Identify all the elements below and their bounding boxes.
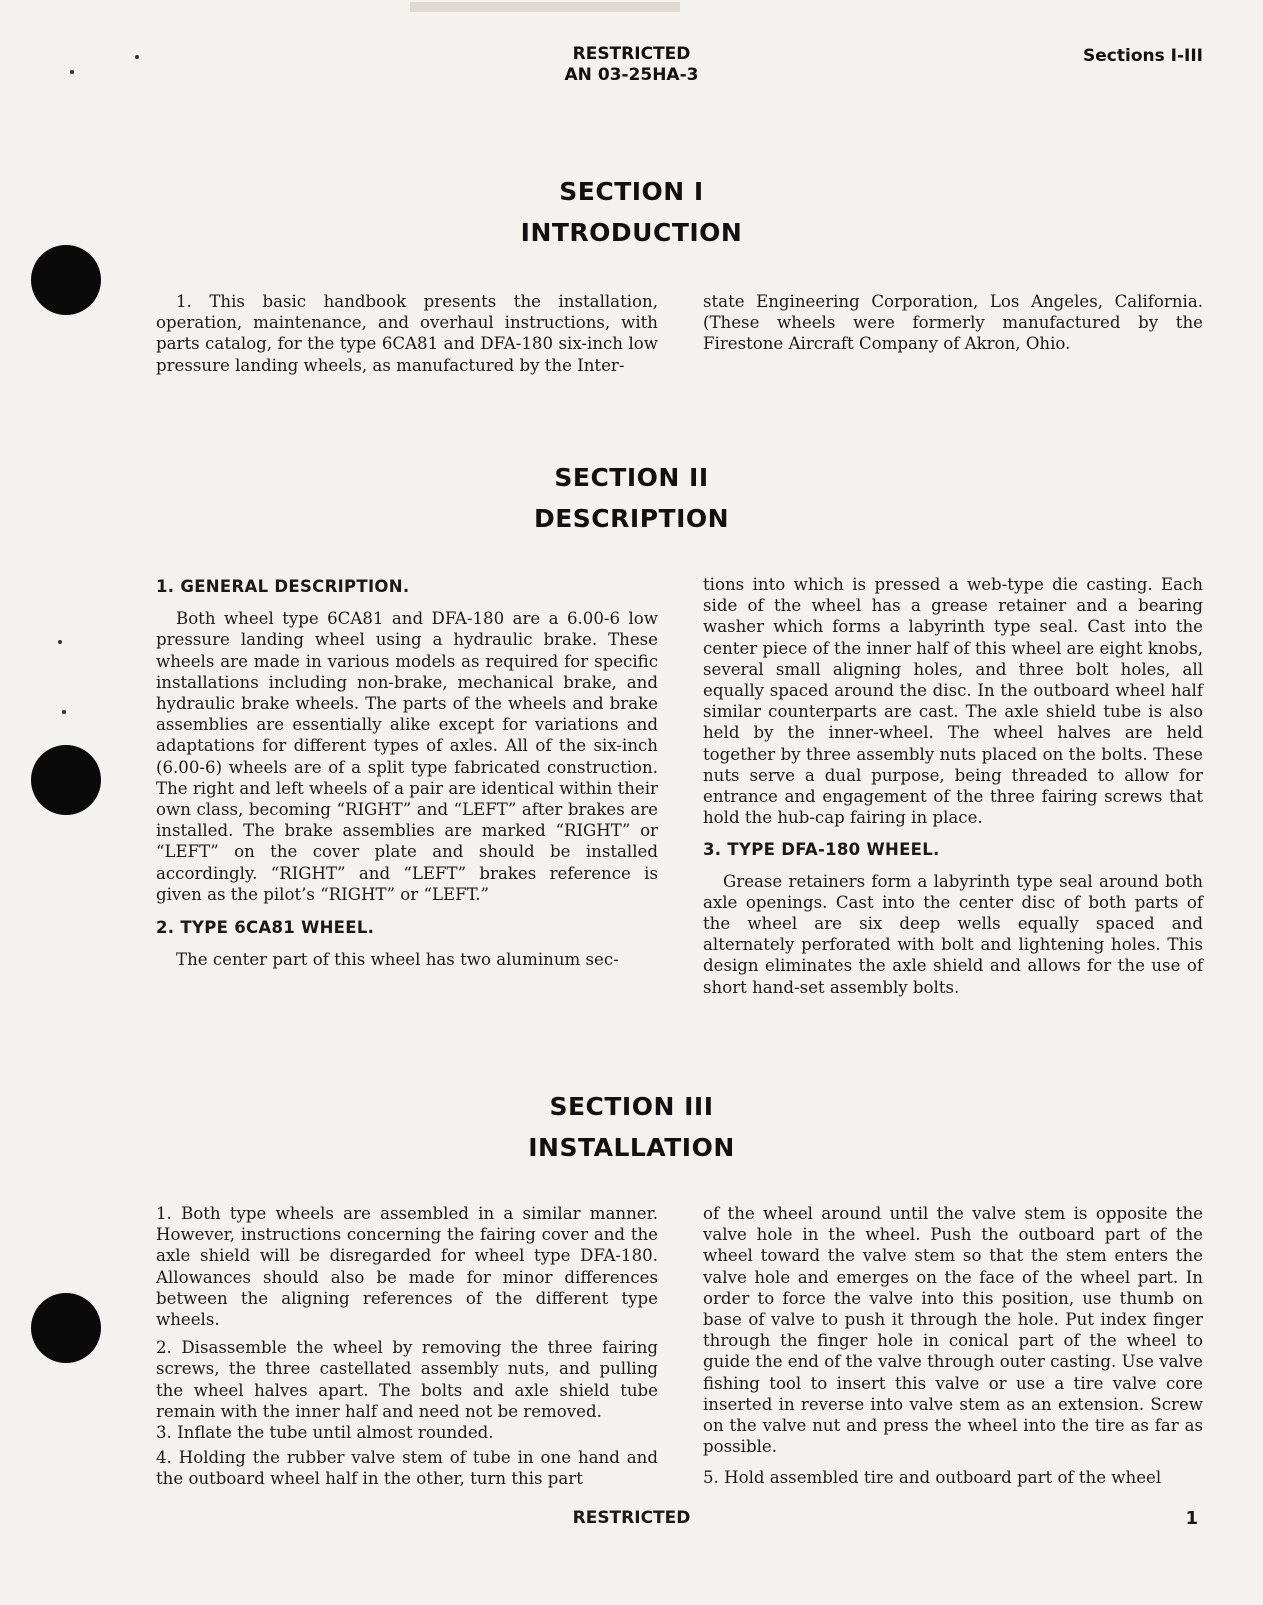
scan-mark <box>58 640 62 644</box>
binder-hole-bottom <box>31 1293 101 1363</box>
installation-step-5: 5. Hold assembled tire and outboard part of the wheel <box>703 1468 1162 1488</box>
section-2-number: SECTION II <box>554 463 709 492</box>
installation-step-1: 1. Both type wheels are assembled in a similar manner. However, instructions concerning the fairing cover and the axle shield will be disregarded for wheel type DFA-180. Allowances should also be made for minor differences between the aligning references of the different type wheels. <box>156 1204 658 1330</box>
section-1-number: SECTION I <box>559 177 704 206</box>
scan-mark <box>62 710 66 714</box>
section-1-right-column <box>703 291 1203 355</box>
section-1-title: INTRODUCTION <box>520 218 743 247</box>
header-classification: RESTRICTED <box>572 44 691 64</box>
section-1-paragraph: 1. This basic handbook presents the installation, operation, maintenance, and overhaul instructions, with parts catalog, for the type 6CA81 and DFA-180 six-inch low pressure landing wheels, as manufactured by the Inter- <box>156 292 658 375</box>
section-3-title: INSTALLATION <box>528 1133 735 1162</box>
general-description-paragraph: Both wheel type 6CA81 and DFA-180 are a 6.00-6 low pressure landing wheel using a hydraulic brake. These wheels are made in various models as required for specific installations including non-brake, mechanical brake, and hydraulic brake wheels. The parts of the wheels and brake assemblies are essentially alike except for variations and adaptations for different types of axles. All of the six-inch (6.00-6) wheels are of a split type fabricated construction. The right and left wheels of a pair are identical within their own class, becoming “RIGHT” and “LEFT” after brakes are installed. The brake assemblies are marked “RIGHT” or “LEFT” on the cover plate and should be installed accordingly. “RIGHT” and “LEFT” brakes reference is given as the pilot’s “RIGHT” or “LEFT.” <box>156 609 658 904</box>
type-dfa180-paragraph: Grease retainers form a labyrinth type seal around both axle openings. Cast into the center disc of both parts of the wheel are six deep wells equally spaced and alternately perforated with bolt and lightening holes. This design eliminates the axle shield and allows for the use of short hand-set assembly bolts. <box>703 871 1203 997</box>
type-6ca81-paragraph: The center part of this wheel has two aluminum sec- <box>176 950 619 970</box>
section-3-right-column <box>703 1203 1203 1489</box>
section-2-title: DESCRIPTION <box>533 504 730 533</box>
section-1-left-column <box>156 291 658 376</box>
installation-step-4-cont: of the wheel around until the valve stem is opposite the valve hole in the wheel. Push the outboard part of the wheel toward the valve stem so that the stem enters the valve hole and emerges on the face of the wheel part. In order to force the valve into this position, use thumb on base of valve to push it through the hole. Put index finger through the finger hole in conical part of the wheel to guide the end of the valve through outer casting. Use valve fishing tool to insert this valve or use a tire valve core inserted in reverse into valve stem as an extension. Screw on the valve nut and press the wheel into the tire as far as possible. <box>703 1204 1203 1457</box>
binder-hole-top <box>31 245 101 315</box>
page-number: 1 <box>1185 1508 1198 1529</box>
type-6ca81-paragraph-cont: tions into which is pressed a web-type die casting. Each side of the wheel has a grease retainer and a bearing washer which forms a labyrinth type seal. Cast into the center piece of the inner half of this wheel are eight knobs, several small aligning holes, and three bolt holes, all equally spaced around the disc. In the outboard wheel half similar counterparts are cast. The axle shield tube is also held by the inner-wheel. The wheel halves are held together by three assembly nuts placed on the bolts. These nuts serve a dual purpose, being threaded to allow for entrance and engagement of the three fairing screws that hold the hub-cap fairing in place. <box>703 575 1203 828</box>
footer-classification: RESTRICTED <box>572 1508 691 1528</box>
installation-step-4: 4. Holding the rubber valve stem of tube in one hand and the outboard wheel half in the other, turn this part <box>156 1448 658 1489</box>
general-description-heading: 1. GENERAL DESCRIPTION. <box>156 577 410 596</box>
section-3-number: SECTION III <box>549 1092 714 1121</box>
binder-hole-middle <box>31 745 101 815</box>
section-3-left-column <box>156 1203 658 1490</box>
type-dfa180-heading: 3. TYPE DFA-180 WHEEL. <box>703 840 940 860</box>
installation-step-2: 2. Disassemble the wheel by removing the three fairing screws, the three castellated assembly nuts, and pulling the wheel halves apart. The bolts and axle shield tube remain with the inner half and need not be removed. <box>156 1338 658 1421</box>
section-2-right-column <box>703 574 1203 998</box>
section-2-left-column <box>156 576 658 970</box>
scan-smudge <box>410 2 680 12</box>
type-6ca81-heading: 2. TYPE 6CA81 WHEEL. <box>156 918 375 938</box>
page-header <box>0 44 1263 86</box>
section-1-paragraph-cont: state Engineering Corporation, Los Angeles, California. (These wheels were formerly manufactured by the Firestone Aircraft Company of Akron, Ohio. <box>703 292 1203 354</box>
installation-step-3: 3. Inflate the tube until almost rounded. <box>156 1423 494 1443</box>
header-sections: Sections I-III <box>1083 46 1203 66</box>
header-doc-number: AN 03-25HA-3 <box>564 65 699 85</box>
